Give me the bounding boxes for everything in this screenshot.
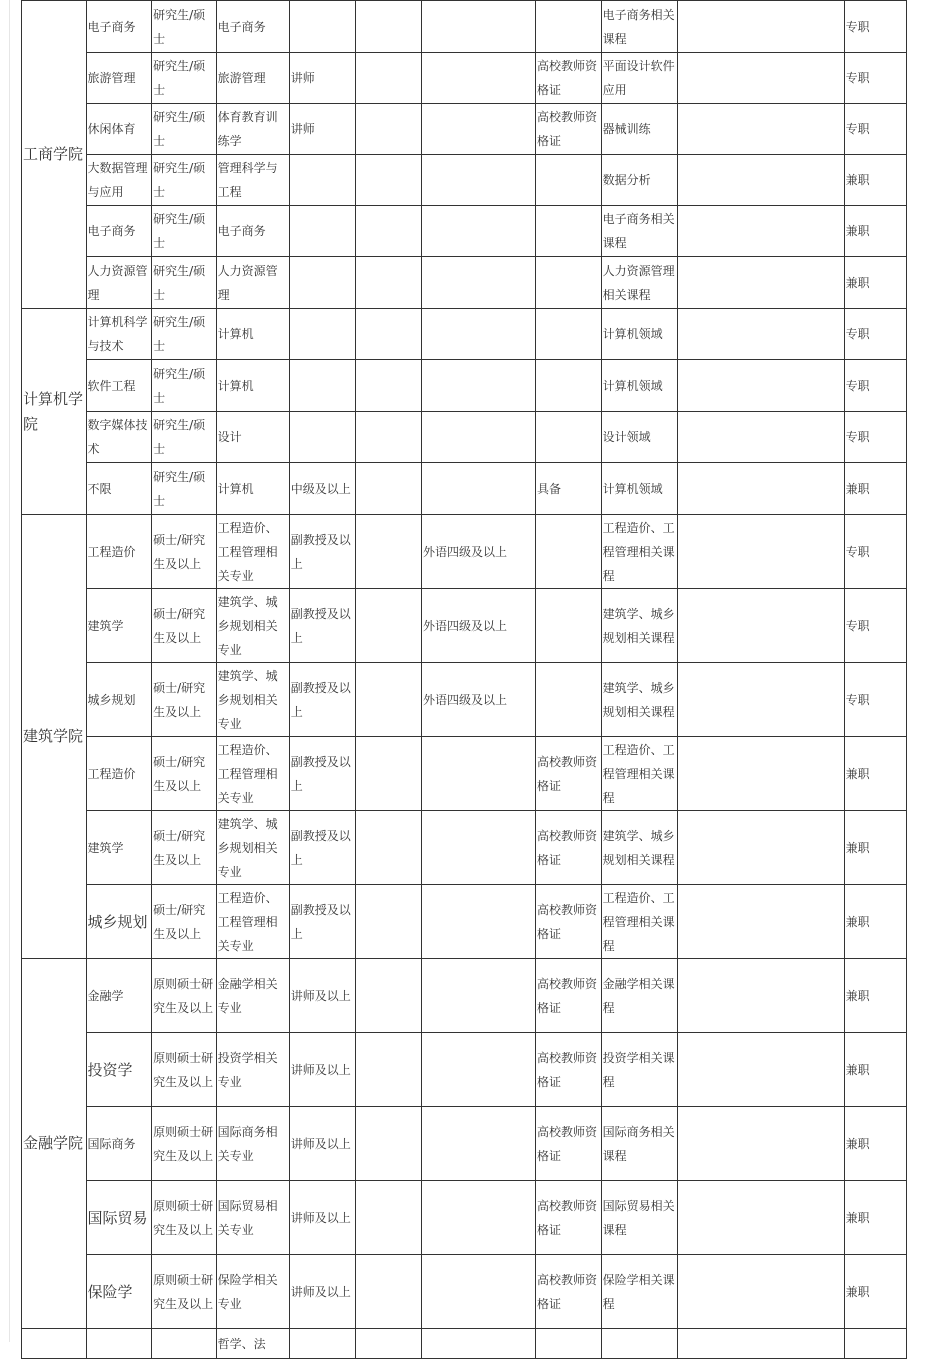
blank-cell	[677, 1, 844, 53]
field-cell: 工程造价、工程管理相关专业	[216, 737, 289, 811]
blank-cell	[356, 811, 422, 885]
college-cell: 计算机学院	[22, 309, 87, 515]
employment-type-cell	[844, 1329, 906, 1359]
table-row	[22, 257, 907, 309]
title-cell: 讲师及以上	[289, 959, 356, 1033]
major-cell: 建筑学	[86, 811, 152, 885]
title-cell: 讲师	[289, 104, 356, 155]
blank-cell	[677, 959, 844, 1033]
table-row	[22, 1107, 907, 1181]
blank-cell	[677, 412, 844, 463]
table-row	[22, 463, 907, 515]
employment-type-cell: 专职	[844, 515, 906, 589]
field-cell: 国际商务相关专业	[216, 1107, 289, 1181]
title-cell: 副教授及以上	[289, 885, 356, 959]
course-cell: 平面设计软件应用	[601, 53, 677, 104]
college-cell: 建筑学院	[22, 515, 87, 959]
blank-cell	[356, 1329, 422, 1359]
blank-cell	[356, 257, 422, 309]
blank-cell	[356, 1, 422, 53]
field-cell: 人力资源管理	[216, 257, 289, 309]
blank-cell	[356, 515, 422, 589]
course-cell: 建筑学、城乡规划相关课程	[601, 589, 677, 663]
title-cell: 讲师及以上	[289, 1181, 356, 1255]
course-cell: 工程造价、工程管理相关课程	[601, 885, 677, 959]
college-cell: 工商学院	[22, 1, 87, 309]
blank-cell	[356, 959, 422, 1033]
course-cell: 数据分析	[601, 155, 677, 206]
title-cell: 讲师及以上	[289, 1033, 356, 1107]
employment-type-cell: 兼职	[844, 1033, 906, 1107]
blank-cell	[677, 257, 844, 309]
certificate-cell: 高校教师资格证	[535, 1181, 601, 1255]
major-cell: 电子商务	[86, 1, 152, 53]
table-row	[22, 1033, 907, 1107]
employment-type-cell: 兼职	[844, 463, 906, 515]
table-row	[22, 663, 907, 737]
course-cell: 国际商务相关课程	[601, 1107, 677, 1181]
blank-cell	[356, 1255, 422, 1329]
title-cell	[289, 206, 356, 257]
field-cell: 国际贸易相关专业	[216, 1181, 289, 1255]
major-cell: 休闲体育	[86, 104, 152, 155]
major-cell: 旅游管理	[86, 53, 152, 104]
course-cell: 人力资源管理相关课程	[601, 257, 677, 309]
blank-cell	[356, 885, 422, 959]
blank-cell	[356, 589, 422, 663]
field-cell: 金融学相关专业	[216, 959, 289, 1033]
major-cell: 计算机科学与技术	[86, 309, 152, 360]
employment-type-cell: 专职	[844, 1, 906, 53]
blank-cell	[677, 463, 844, 515]
table-row	[22, 412, 907, 463]
language-cell	[421, 104, 535, 155]
certificate-cell	[535, 663, 601, 737]
degree-cell: 原则硕士研究生及以上	[152, 959, 217, 1033]
certificate-cell: 高校教师资格证	[535, 959, 601, 1033]
title-cell	[289, 1329, 356, 1359]
certificate-cell: 高校教师资格证	[535, 811, 601, 885]
blank-cell	[677, 206, 844, 257]
blank-cell	[677, 1107, 844, 1181]
course-cell: 计算机领域	[601, 360, 677, 412]
title-cell: 副教授及以上	[289, 737, 356, 811]
field-cell: 旅游管理	[216, 53, 289, 104]
certificate-cell: 高校教师资格证	[535, 1107, 601, 1181]
blank-cell	[677, 1329, 844, 1359]
language-cell	[421, 309, 535, 360]
blank-cell	[677, 155, 844, 206]
major-cell	[86, 1329, 152, 1359]
language-cell	[421, 412, 535, 463]
title-cell: 中级及以上	[289, 463, 356, 515]
course-cell: 保险学相关课程	[601, 1255, 677, 1329]
degree-cell: 硕士/研究生及以上	[152, 737, 217, 811]
blank-cell	[356, 1033, 422, 1107]
table-row	[22, 155, 907, 206]
blank-cell	[677, 360, 844, 412]
language-cell	[421, 959, 535, 1033]
blank-cell	[356, 737, 422, 811]
field-cell: 工程造价、工程管理相关专业	[216, 885, 289, 959]
college-cell	[22, 1329, 87, 1359]
degree-cell	[152, 1329, 217, 1359]
major-cell: 建筑学	[86, 589, 152, 663]
degree-cell: 原则硕士研究生及以上	[152, 1181, 217, 1255]
certificate-cell	[535, 412, 601, 463]
table-row	[22, 885, 907, 959]
language-cell	[421, 1181, 535, 1255]
field-cell: 建筑学、城乡规划相关专业	[216, 589, 289, 663]
employment-type-cell: 专职	[844, 53, 906, 104]
blank-cell	[677, 811, 844, 885]
course-cell: 器械训练	[601, 104, 677, 155]
field-cell: 电子商务	[216, 206, 289, 257]
employment-type-cell: 专职	[844, 104, 906, 155]
course-cell: 投资学相关课程	[601, 1033, 677, 1107]
table-row	[22, 53, 907, 104]
title-cell	[289, 1, 356, 53]
language-cell	[421, 1, 535, 53]
employment-type-cell: 兼职	[844, 1255, 906, 1329]
course-cell: 建筑学、城乡规划相关课程	[601, 811, 677, 885]
blank-cell	[677, 1033, 844, 1107]
course-cell: 工程造价、工程管理相关课程	[601, 737, 677, 811]
certificate-cell: 高校教师资格证	[535, 53, 601, 104]
table-row	[22, 811, 907, 885]
degree-cell: 研究生/硕士	[152, 53, 217, 104]
blank-cell	[677, 104, 844, 155]
language-cell	[421, 463, 535, 515]
course-cell	[601, 1329, 677, 1359]
title-cell: 讲师	[289, 53, 356, 104]
language-cell	[421, 885, 535, 959]
language-cell	[421, 155, 535, 206]
language-cell	[421, 1033, 535, 1107]
employment-type-cell: 兼职	[844, 257, 906, 309]
degree-cell: 研究生/硕士	[152, 104, 217, 155]
course-cell: 金融学相关课程	[601, 959, 677, 1033]
employment-type-cell: 专职	[844, 360, 906, 412]
certificate-cell	[535, 589, 601, 663]
major-cell: 国际贸易	[86, 1181, 152, 1255]
degree-cell: 硕士/研究生及以上	[152, 663, 217, 737]
title-cell: 副教授及以上	[289, 663, 356, 737]
certificate-cell	[535, 155, 601, 206]
employment-type-cell: 兼职	[844, 737, 906, 811]
employment-type-cell: 专职	[844, 412, 906, 463]
course-cell: 电子商务相关课程	[601, 1, 677, 53]
employment-type-cell: 兼职	[844, 206, 906, 257]
table-row	[22, 1181, 907, 1255]
title-cell	[289, 412, 356, 463]
field-cell: 设计	[216, 412, 289, 463]
degree-cell: 原则硕士研究生及以上	[152, 1255, 217, 1329]
blank-cell	[677, 53, 844, 104]
certificate-cell: 具备	[535, 463, 601, 515]
field-cell: 计算机	[216, 463, 289, 515]
blank-cell	[356, 53, 422, 104]
major-cell: 城乡规划	[86, 663, 152, 737]
certificate-cell	[535, 309, 601, 360]
field-cell: 投资学相关专业	[216, 1033, 289, 1107]
certificate-cell	[535, 1, 601, 53]
degree-cell: 研究生/硕士	[152, 1, 217, 53]
table-row	[22, 206, 907, 257]
employment-type-cell: 兼职	[844, 885, 906, 959]
table-row	[22, 1, 907, 53]
major-cell: 保险学	[86, 1255, 152, 1329]
table-row	[22, 589, 907, 663]
degree-cell: 研究生/硕士	[152, 360, 217, 412]
title-cell	[289, 309, 356, 360]
course-cell: 建筑学、城乡规划相关课程	[601, 663, 677, 737]
blank-cell	[677, 1255, 844, 1329]
certificate-cell: 高校教师资格证	[535, 737, 601, 811]
certificate-cell	[535, 515, 601, 589]
major-cell: 工程造价	[86, 737, 152, 811]
field-cell: 计算机	[216, 360, 289, 412]
title-cell: 讲师及以上	[289, 1107, 356, 1181]
degree-cell: 研究生/硕士	[152, 309, 217, 360]
blank-cell	[356, 360, 422, 412]
table-row	[22, 515, 907, 589]
language-cell: 外语四级及以上	[421, 515, 535, 589]
certificate-cell	[535, 360, 601, 412]
blank-cell	[677, 589, 844, 663]
employment-type-cell: 专职	[844, 663, 906, 737]
major-cell: 人力资源管理	[86, 257, 152, 309]
blank-cell	[356, 155, 422, 206]
title-cell: 副教授及以上	[289, 589, 356, 663]
blank-cell	[356, 412, 422, 463]
blank-cell	[677, 663, 844, 737]
degree-cell: 硕士/研究生及以上	[152, 589, 217, 663]
degree-cell: 研究生/硕士	[152, 206, 217, 257]
title-cell: 副教授及以上	[289, 515, 356, 589]
language-cell	[421, 360, 535, 412]
field-cell: 保险学相关专业	[216, 1255, 289, 1329]
language-cell	[421, 811, 535, 885]
major-cell: 城乡规划	[86, 885, 152, 959]
field-cell: 体育教育训练学	[216, 104, 289, 155]
degree-cell: 硕士/研究生及以上	[152, 885, 217, 959]
certificate-cell: 高校教师资格证	[535, 104, 601, 155]
major-cell: 软件工程	[86, 360, 152, 412]
table-row	[22, 959, 907, 1033]
degree-cell: 研究生/硕士	[152, 155, 217, 206]
major-cell: 大数据管理与应用	[86, 155, 152, 206]
field-cell: 电子商务	[216, 1, 289, 53]
major-cell: 投资学	[86, 1033, 152, 1107]
field-cell: 建筑学、城乡规划相关专业	[216, 811, 289, 885]
blank-cell	[356, 309, 422, 360]
degree-cell: 硕士/研究生及以上	[152, 811, 217, 885]
blank-cell	[356, 206, 422, 257]
language-cell: 外语四级及以上	[421, 663, 535, 737]
degree-cell: 研究生/硕士	[152, 257, 217, 309]
employment-type-cell: 兼职	[844, 1181, 906, 1255]
major-cell: 工程造价	[86, 515, 152, 589]
employment-type-cell: 兼职	[844, 155, 906, 206]
certificate-cell	[535, 1329, 601, 1359]
field-cell: 计算机	[216, 309, 289, 360]
course-cell: 电子商务相关课程	[601, 206, 677, 257]
employment-type-cell: 兼职	[844, 811, 906, 885]
recruitment-table	[21, 0, 907, 1359]
language-cell	[421, 1255, 535, 1329]
blank-cell	[677, 1181, 844, 1255]
field-cell: 工程造价、工程管理相关专业	[216, 515, 289, 589]
blank-cell	[677, 309, 844, 360]
page-margin-rule	[9, 0, 10, 1342]
course-cell: 工程造价、工程管理相关课程	[601, 515, 677, 589]
blank-cell	[677, 515, 844, 589]
language-cell	[421, 206, 535, 257]
table-row	[22, 104, 907, 155]
field-cell: 管理科学与工程	[216, 155, 289, 206]
title-cell	[289, 155, 356, 206]
certificate-cell	[535, 257, 601, 309]
title-cell	[289, 257, 356, 309]
major-cell: 不限	[86, 463, 152, 515]
major-cell: 金融学	[86, 959, 152, 1033]
certificate-cell: 高校教师资格证	[535, 1033, 601, 1107]
major-cell: 数字媒体技术	[86, 412, 152, 463]
employment-type-cell: 兼职	[844, 1107, 906, 1181]
employment-type-cell: 专职	[844, 309, 906, 360]
certificate-cell	[535, 206, 601, 257]
blank-cell	[356, 1107, 422, 1181]
language-cell	[421, 1107, 535, 1181]
degree-cell: 研究生/硕士	[152, 412, 217, 463]
degree-cell: 硕士/研究生及以上	[152, 515, 217, 589]
table-row	[22, 360, 907, 412]
field-cell: 哲学、法	[216, 1329, 289, 1359]
degree-cell: 原则硕士研究生及以上	[152, 1107, 217, 1181]
language-cell	[421, 1329, 535, 1359]
course-cell: 计算机领域	[601, 309, 677, 360]
degree-cell: 原则硕士研究生及以上	[152, 1033, 217, 1107]
blank-cell	[677, 737, 844, 811]
degree-cell: 研究生/硕士	[152, 463, 217, 515]
language-cell	[421, 737, 535, 811]
table-row	[22, 737, 907, 811]
course-cell: 设计领域	[601, 412, 677, 463]
employment-type-cell: 兼职	[844, 959, 906, 1033]
table-row	[22, 309, 907, 360]
title-cell: 讲师及以上	[289, 1255, 356, 1329]
major-cell: 国际商务	[86, 1107, 152, 1181]
language-cell	[421, 257, 535, 309]
title-cell	[289, 360, 356, 412]
certificate-cell: 高校教师资格证	[535, 1255, 601, 1329]
language-cell	[421, 53, 535, 104]
language-cell: 外语四级及以上	[421, 589, 535, 663]
course-cell: 国际贸易相关课程	[601, 1181, 677, 1255]
college-cell: 金融学院	[22, 959, 87, 1329]
blank-cell	[356, 663, 422, 737]
blank-cell	[356, 1181, 422, 1255]
certificate-cell: 高校教师资格证	[535, 885, 601, 959]
employment-type-cell: 专职	[844, 589, 906, 663]
table-body	[22, 1, 907, 1359]
title-cell: 副教授及以上	[289, 811, 356, 885]
blank-cell	[356, 463, 422, 515]
table-row	[22, 1329, 907, 1359]
field-cell: 建筑学、城乡规划相关专业	[216, 663, 289, 737]
blank-cell	[356, 104, 422, 155]
table-row	[22, 1255, 907, 1329]
major-cell: 电子商务	[86, 206, 152, 257]
course-cell: 计算机领域	[601, 463, 677, 515]
blank-cell	[677, 885, 844, 959]
